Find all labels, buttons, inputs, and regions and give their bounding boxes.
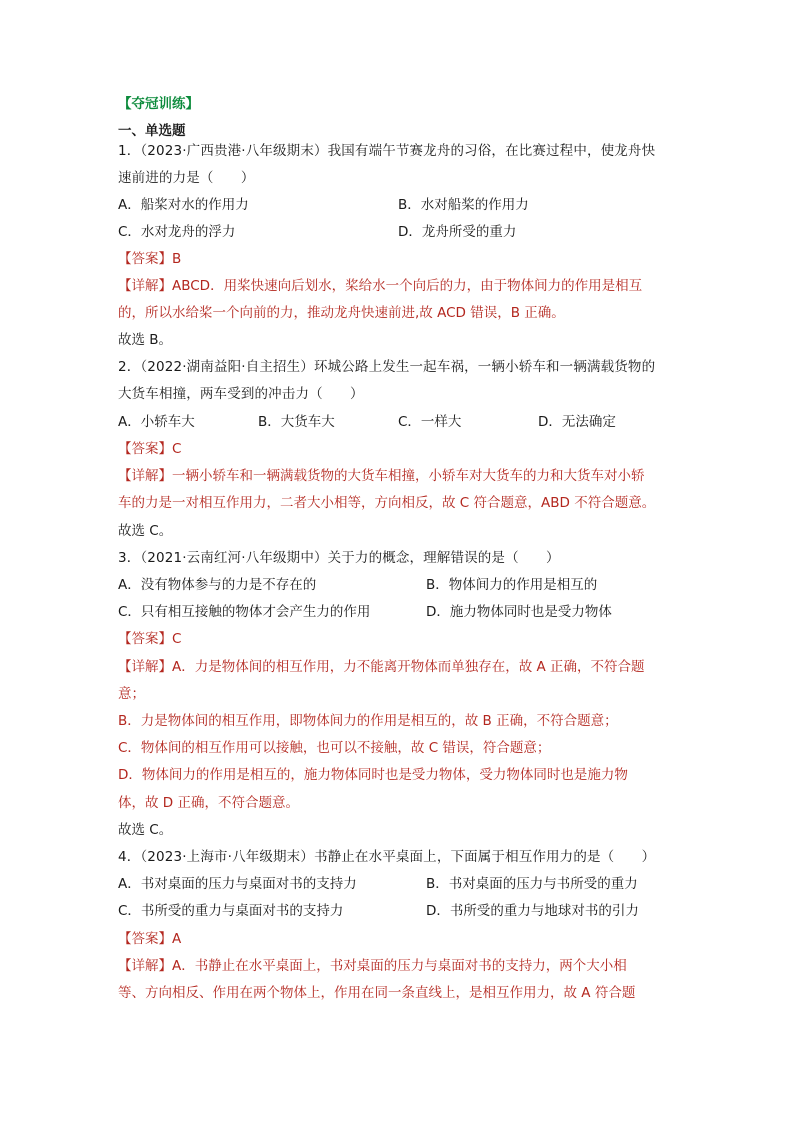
q3-detail-line-1 [118,657,645,677]
section-subtitle: 一、单选题 [118,123,186,139]
answer-label: 【答案】 [118,441,172,457]
q1-conclusion: 故选 B。 [118,332,173,348]
answer-label: 【答案】 [118,931,172,947]
q2-answer [118,439,181,459]
q2-option-d: D．无法确定 [538,414,616,430]
q4-detail-line-2: 等、方向相反、作用在两个物体上，作用在同一条直线上，是相互作用力，故 A 符合题 [118,985,636,1001]
answer-value: C [172,441,182,457]
answer-value: B [172,251,182,267]
q3-conclusion: 故选 C。 [118,822,173,838]
q4-option-b: B．书对桌面的压力与书所受的重力 [426,876,638,892]
q3-detail-line-5: D．物体间力的作用是相互的，施力物体同时也是受力物体，受力物体同时也是施力物 [118,767,628,783]
detail-label: 【详解】 [118,659,172,675]
detail-text: A．力是物体间的相互作用，力不能离开物体而单独存在，故 A 正确，不符合题 [172,659,645,675]
detail-text: ABCD．用桨快速向后划水，桨给水一个向后的力，由于物体间力的作用是相互 [172,278,643,294]
detail-text: 一辆小轿车和一辆满载货物的大货车相撞，小轿车对大货车的力和大货车对小轿 [172,468,645,484]
detail-label: 【详解】 [118,278,172,294]
q2-detail-line-2: 车的力是一对相互作用力，二者大小相等，方向相反，故 C 符合题意，ABD 不符合题意。 [118,495,656,511]
answer-value: A [172,931,182,947]
q1-detail-line-1 [118,276,642,296]
q3-option-c: C．只有相互接触的物体才会产生力的作用 [118,604,371,620]
q3-answer [118,629,181,649]
q4-option-a: A．书对桌面的压力与桌面对书的支持力 [118,876,357,892]
q3-option-b: B．物体间力的作用是相互的 [426,577,598,593]
q2-stem-line-2: 大货车相撞，两车受到的冲击力（ ） [118,386,364,402]
q1-stem-line-2: 速前进的力是（ ） [118,170,255,186]
q2-option-c: C．一样大 [398,414,462,430]
q4-option-c: C．书所受的重力与桌面对书的支持力 [118,903,344,919]
q3-detail-line-6: 体，故 D 正确，不符合题意。 [118,795,299,811]
q1-option-b: B．水对船桨的作用力 [398,197,529,213]
q1-option-d: D．龙舟所受的重力 [398,224,517,240]
q3-detail-line-4: C．物体间的相互作用可以接触，也可以不接触，故 C 错误，符合题意； [118,740,551,756]
q2-stem-line-1: 2．（2022·湖南益阳·自主招生）环城公路上发生一起车祸，一辆小轿车和一辆满载货物的 [118,359,656,375]
detail-label: 【详解】 [118,468,172,484]
q2-option-b: B．大货车大 [258,414,335,430]
q4-option-d: D．书所受的重力与地球对书的引力 [426,903,639,919]
detail-text: A．书静止在水平桌面上，书对桌面的压力与桌面对书的支持力，两个大小相 [172,958,627,974]
q1-option-c: C．水对龙舟的浮力 [118,224,236,240]
q4-detail-line-1 [118,956,627,976]
q2-conclusion: 故选 C。 [118,523,173,539]
q2-detail-line-1 [118,466,645,486]
q1-detail-line-2: 的，所以水给桨一个向前的力，推动龙舟快速前进,故 ACD 错误，B 正确。 [118,305,565,321]
q1-answer [118,249,181,269]
q3-option-d: D．施力物体同时也是受力物体 [426,604,612,620]
q3-stem-line-1: 3．（2021·云南红河·八年级期中）关于力的概念，理解错误的是（ ） [118,550,560,566]
answer-value: C [172,631,182,647]
q4-stem-line-1: 4．（2023·上海市·八年级期末）书静止在水平桌面上，下面属于相互作用力的是（ ） [118,849,656,865]
q4-answer [118,929,181,949]
q3-option-a: A．没有物体参与的力是不存在的 [118,577,317,593]
section-title: 【夺冠训练】 [118,96,199,112]
answer-label: 【答案】 [118,251,172,267]
answer-label: 【答案】 [118,631,172,647]
q3-detail-line-3: B．力是物体间的相互作用，即物体间力的作用是相互的，故 B 正确，不符合题意； [118,713,618,729]
detail-label: 【详解】 [118,958,172,974]
q3-detail-line-2: 意； [118,686,145,702]
q1-option-a: A．船桨对水的作用力 [118,197,249,213]
q1-stem-line-1: 1．（2023·广西贵港·八年级期末）我国有端午节赛龙舟的习俗，在比赛过程中，使龙舟快 [118,143,656,159]
q2-option-a: A．小轿车大 [118,414,195,430]
